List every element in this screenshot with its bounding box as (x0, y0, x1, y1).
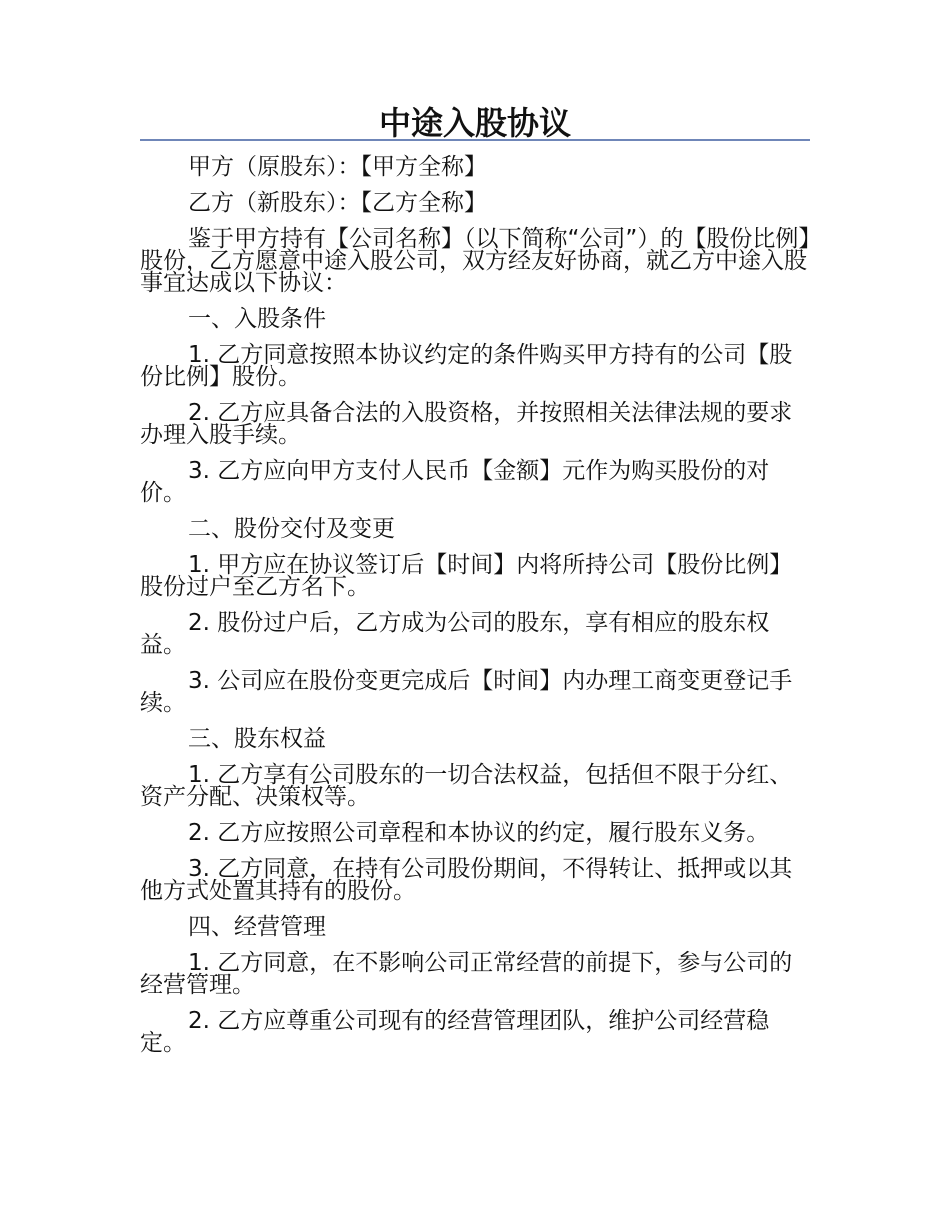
clause-3-2: 2. 乙方应按照公司章程和本协议的约定，履行股东义务。 (188, 820, 770, 846)
document-title: 中途入股协议 (378, 104, 571, 142)
clause-2-1: 1. 甲方应在协议签订后【时间】内将所持公司【股份比例】股份过户至乙方名下。 (140, 552, 793, 600)
clause-2-3: 3. 公司应在股份变更完成后【时间】内办理工商变更登记手续。 (140, 668, 793, 716)
section-heading-3: 三、股东权益 (188, 726, 326, 752)
clause-1-2: 2. 乙方应具备合法的入股资格，并按照相关法律法规的要求办理入股手续。 (140, 400, 793, 448)
clause-3-3: 3. 乙方同意，在持有公司股份期间，不得转让、抵押或以其他方式处置其持有的股份。 (140, 856, 793, 904)
document-body (140, 156, 810, 1068)
section-heading-2: 二、股份交付及变更 (188, 516, 395, 542)
section-heading-1: 一、入股条件 (188, 306, 326, 332)
clause-2-2: 2. 股份过户后，乙方成为公司的股东，享有相应的股东权益。 (140, 610, 770, 658)
clause-4-1: 1. 乙方同意，在不影响公司正常经营的前提下，参与公司的经营管理。 (140, 950, 793, 998)
section-heading-4: 四、经营管理 (188, 914, 326, 940)
clause-3-1: 1. 乙方享有公司股东的一切合法权益，包括但不限于分红、资产分配、决策权等。 (140, 762, 793, 810)
clause-4-2: 2. 乙方应尊重公司现有的经营管理团队，维护公司经营稳定。 (140, 1008, 770, 1056)
preamble-paragraph: 鉴于甲方持有【公司名称】（以下简称“公司”）的【股份比例】股份，乙方愿意中途入股公司，双方经友好协商，就乙方中途入股事宜达成以下协议： (140, 226, 810, 296)
clause-1-3: 3. 乙方应向甲方支付人民币【金额】元作为购买股份的对价。 (140, 458, 770, 506)
party-b-line: 乙方（新股东）：【乙方全称】 (188, 190, 487, 216)
clause-1-1: 1. 乙方同意按照本协议约定的条件购买甲方持有的公司【股份比例】股份。 (140, 342, 793, 390)
party-a-line: 甲方（原股东）：【甲方全称】 (188, 154, 487, 180)
title-underline (140, 139, 810, 141)
